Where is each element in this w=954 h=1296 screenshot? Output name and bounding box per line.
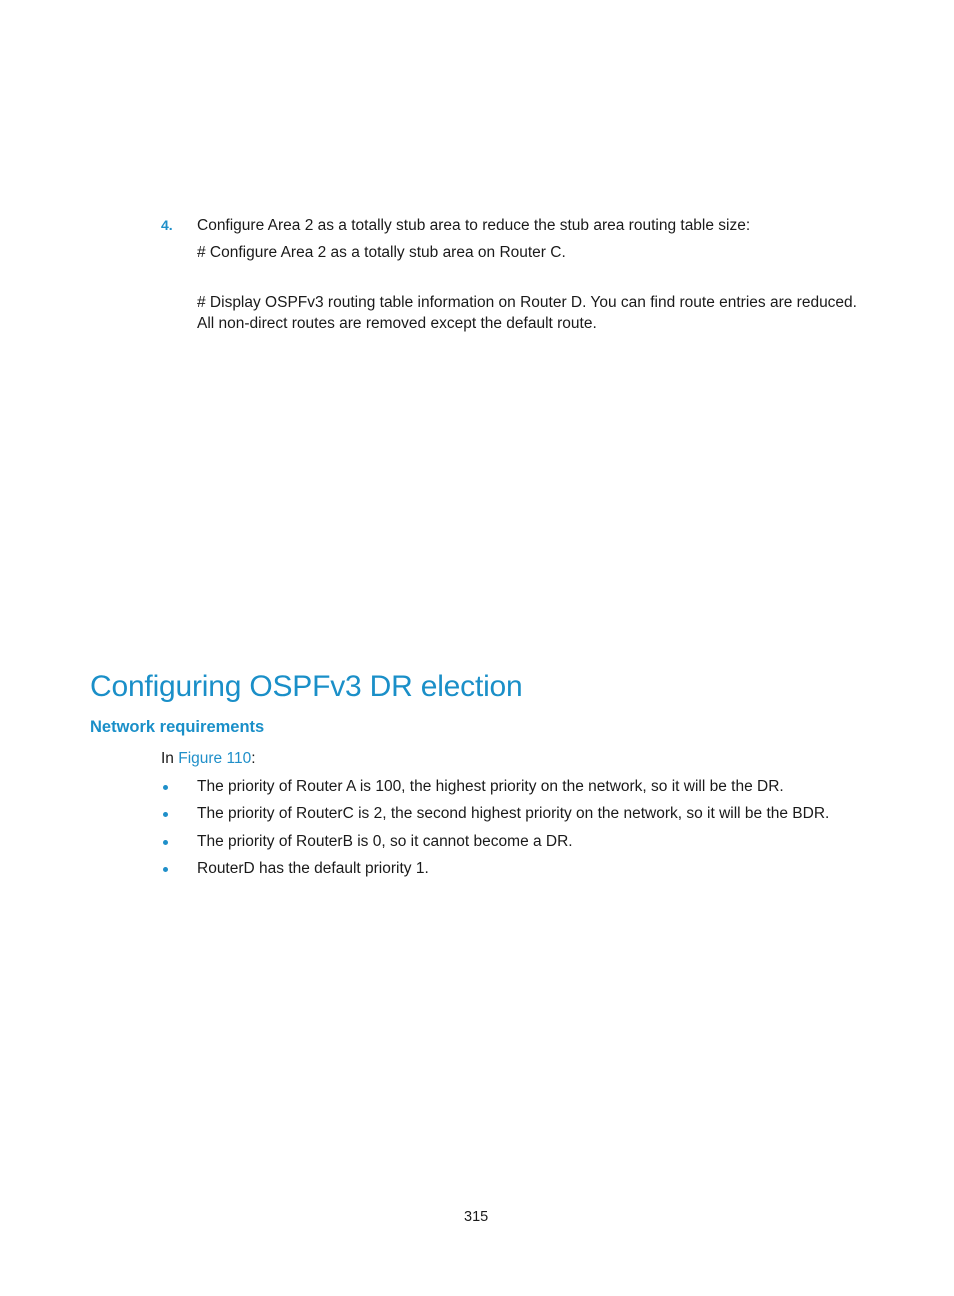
step-text: Configure Area 2 as a totally stub area to reduce the stub area routing table size: — [197, 217, 751, 234]
bullet-icon — [163, 840, 168, 845]
list-item: The priority of Router A is 100, the highest priority on the network, so it will be the DR. — [197, 778, 784, 795]
figure-link[interactable]: Figure 110 — [178, 750, 252, 767]
bullet-icon — [163, 812, 168, 817]
intro-suffix: : — [251, 750, 256, 767]
list-item: The priority of RouterB is 0, so it cannot become a DR. — [197, 833, 573, 850]
bullet-icon — [163, 867, 168, 872]
step-note-configure: # Configure Area 2 as a totally stub area on Router C. — [197, 244, 566, 261]
step-note-display-line2: All non-direct routes are removed except the default route. — [197, 315, 597, 332]
intro-prefix: In — [161, 750, 179, 767]
section-title: Configuring OSPFv3 DR election — [90, 670, 523, 703]
subsection-title: Network requirements — [90, 718, 265, 736]
step-number: 4. — [161, 217, 173, 233]
step-note-display-line1: # Display OSPFv3 routing table information on Router D. You can find route entries are reduced. — [197, 294, 857, 311]
list-item: RouterD has the default priority 1. — [197, 860, 429, 877]
bullet-icon — [163, 785, 168, 790]
list-item: The priority of RouterC is 2, the second highest priority on the network, so it will be the BDR. — [197, 805, 830, 822]
page-number: 315 — [464, 1209, 489, 1225]
intro-line — [161, 749, 256, 769]
